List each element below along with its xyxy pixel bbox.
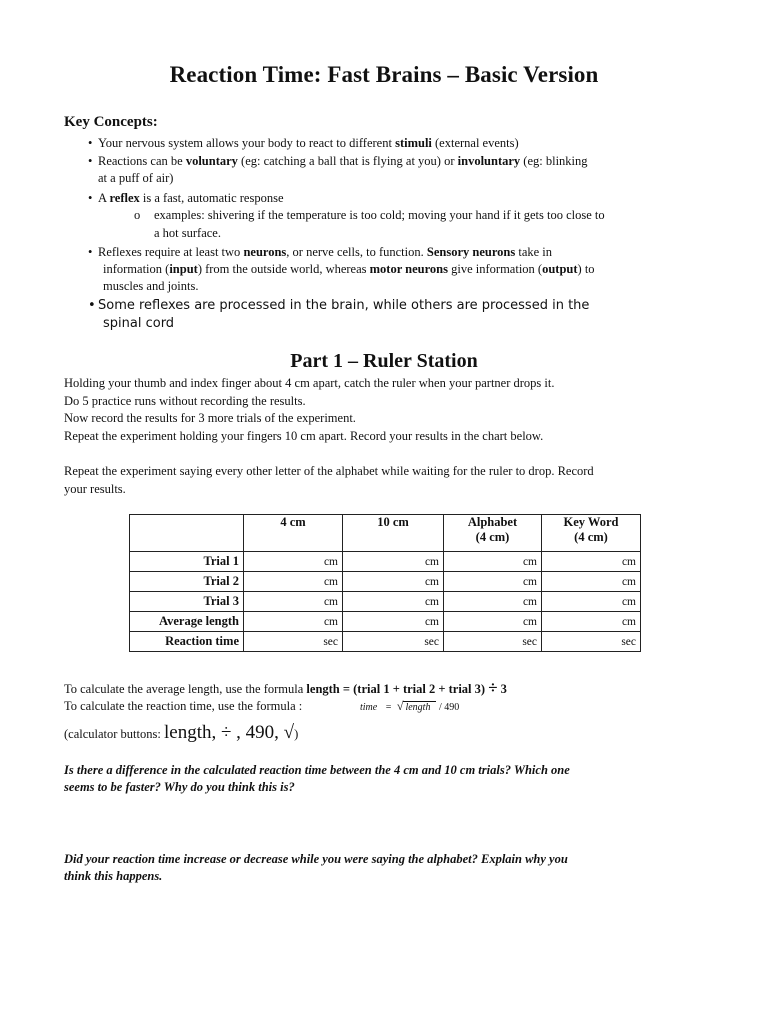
sub-bullet-line-2: a hot surface. [154,226,221,240]
table-cell[interactable]: cm [542,612,641,632]
table-cell[interactable]: cm [542,552,641,572]
table-header-row [130,515,641,552]
sub-bullet-line-1: examples: shivering if the temperature is too cold; moving your hand if it gets too close to [154,208,605,222]
question-1-cont: seems to be faster? Why do you think this is? [64,780,295,794]
table-row [130,552,641,572]
table-row [130,632,641,652]
table-cell[interactable]: sec [444,632,542,652]
table-row [130,592,641,612]
key-concepts-heading: Key Concepts: [64,114,158,130]
sub-bullet-marker: o [134,208,141,222]
reaction-time-formula: To calculate the reaction time, use the formula : [64,699,303,713]
question-1: Is there a difference in the calculated reaction time between the 4 cm and 10 cm trials? Which one [64,763,570,777]
table-cell[interactable]: cm [542,572,641,592]
instruction-3: Now record the results for 3 more trials of the experiment. [64,411,356,425]
concept-bullet-5-line-2: spinal cord [103,316,175,331]
results-table [129,514,641,652]
table-cell[interactable]: cm [343,552,444,572]
calculator-buttons-note: (calculator buttons: length, ÷ , 490, √) [64,722,299,743]
table-cell[interactable]: sec [343,632,444,652]
concept-bullet-3: • A reflex is a fast, automatic response [98,190,284,207]
instruction-1: Holding your thumb and index finger about 4 cm apart, catch the ruler when your partner drops it. [64,376,555,390]
page-title: Reaction Time: Fast Brains – Basic Version [169,62,599,87]
concept-bullet-1: • Your nervous system allows your body to react to different stimuli (external events) [98,135,519,152]
concept-bullet-2-cont: at a puff of air) [98,171,174,185]
part1-heading: Part 1 – Ruler Station [290,350,478,372]
table-header-cell: 4 cm [244,515,343,552]
concept-bullet-4: • Reflexes require at least two neurons, or nerve cells, to function. Sensory neurons take in [98,244,552,261]
concept-bullet-4-line-3: muscles and joints. [103,279,199,293]
table-cell[interactable]: cm [244,612,343,632]
divide-symbol: ÷ [488,678,498,697]
question-2: Did your reaction time increase or decrease while you were saying the alphabet? Explain why you [64,852,568,866]
concept-bullet-2: • Reactions can be voluntary (eg: catching a ball that is flying at you) or involuntary (eg: blinking [98,153,588,170]
table-cell[interactable]: cm [444,592,542,612]
table-header-cell: Key Word (4 cm) [542,515,641,552]
table-cell[interactable]: cm [244,572,343,592]
instruction-5: Repeat the experiment saying every other letter of the alphabet while waiting for the ruler to drop. Record [64,464,594,478]
sqrt-icon: √ [396,699,404,713]
concept-bullet-5: • Some reflexes are processed in the brain, while others are processed in the [98,297,589,315]
table-cell[interactable]: cm [343,572,444,592]
instruction-4: Repeat the experiment holding your fingers 10 cm apart. Record your results in the chart below. [64,429,544,443]
time-formula-image: time = √ length / 490 [360,699,460,713]
calculator-keys: length, ÷ , 490, √ [163,722,295,743]
row-label: Trial 1 [130,552,244,572]
question-2-cont: think this happens. [64,869,163,883]
average-formula: To calculate the average length, use the formula length = (trial 1 + trial 2 + trial 3) ÷ 3 [64,678,507,697]
row-label: Reaction time [130,632,244,652]
table-cell[interactable]: cm [343,612,444,632]
table-header-cell: 10 cm [343,515,444,552]
instruction-5-cont: your results. [64,482,126,496]
table-cell[interactable]: cm [244,552,343,572]
row-label: Trial 2 [130,572,244,592]
row-label: Average length [130,612,244,632]
concept-bullet-4-line-2: information (input) from the outside world, whereas motor neurons give information (output) to [103,262,595,276]
table-cell[interactable]: sec [244,632,343,652]
instruction-2: Do 5 practice runs without recording the results. [64,394,306,408]
table-cell[interactable]: cm [343,592,444,612]
table-cell[interactable]: cm [444,572,542,592]
table-cell[interactable]: cm [542,592,641,612]
table-header-cell: Alphabet (4 cm) [444,515,542,552]
table-row [130,572,641,592]
table-row [130,612,641,632]
table-cell[interactable]: cm [444,612,542,632]
table-cell[interactable]: cm [444,552,542,572]
table-cell[interactable]: sec [542,632,641,652]
table-header-blank [130,515,244,552]
table-cell[interactable]: cm [244,592,343,612]
row-label: Trial 3 [130,592,244,612]
